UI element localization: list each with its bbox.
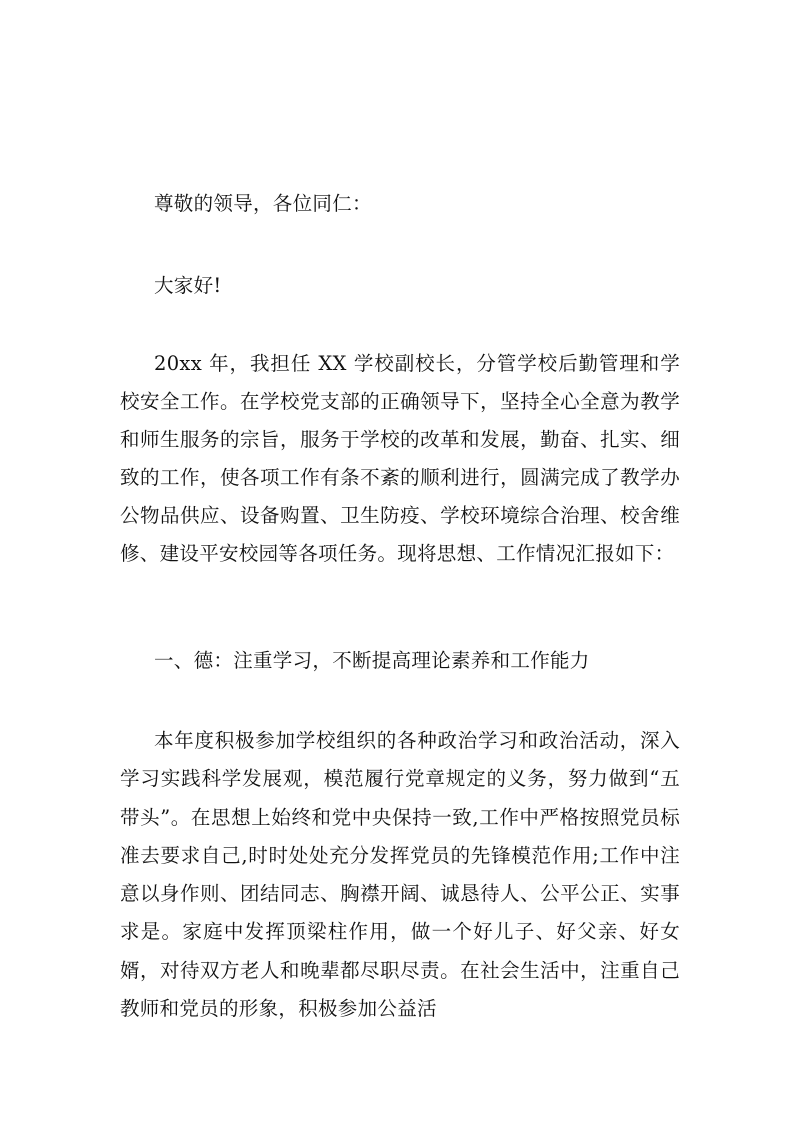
greeting: 大家好!	[154, 274, 222, 297]
intro-paragraph: 20xx 年，我担任 XX 学校副校长，分管学校后勤管理和学校安全工作。在学校党支部的正确领导下，坚持全心全意为教学和师生服务的宗旨，服务于学校的改革和发展，勤奋、扎实、细致的工作，使各项工作有条不紊的顺利进行，圆满完成了教学办公物品供应、设备购置、卫生防疫、学校环境综合治理、校舍维修、建设平安校园等各项任务。现将思想、工作情况汇报如下：	[120, 352, 680, 565]
section-heading: 一、德：注重学习，不断提高理论素养和工作能力	[154, 649, 590, 672]
salutation: 尊敬的领导，各位同仁：	[154, 192, 372, 215]
section-paragraph: 本年度积极参加学校组织的各种政治学习和政治活动，深入学习实践科学发展观，模范履行党章规定的义务，努力做到“五带头”。在思想上始终和党中央保持一致,工作中严格按照党员标准去要求自己,时时处处充分发挥党员的先锋模范作用;工作中注意以身作则、团结同志、胸襟开阔、诚恳待人、公平公正、实事求是。家庭中发挥顶梁柱作用，做一个好儿子、好父亲、好女婿，对待双方老人和晚辈都尽职尽责。在社会生活中，注重自己教师和党员的形象，积极参加公益活	[120, 729, 680, 1021]
